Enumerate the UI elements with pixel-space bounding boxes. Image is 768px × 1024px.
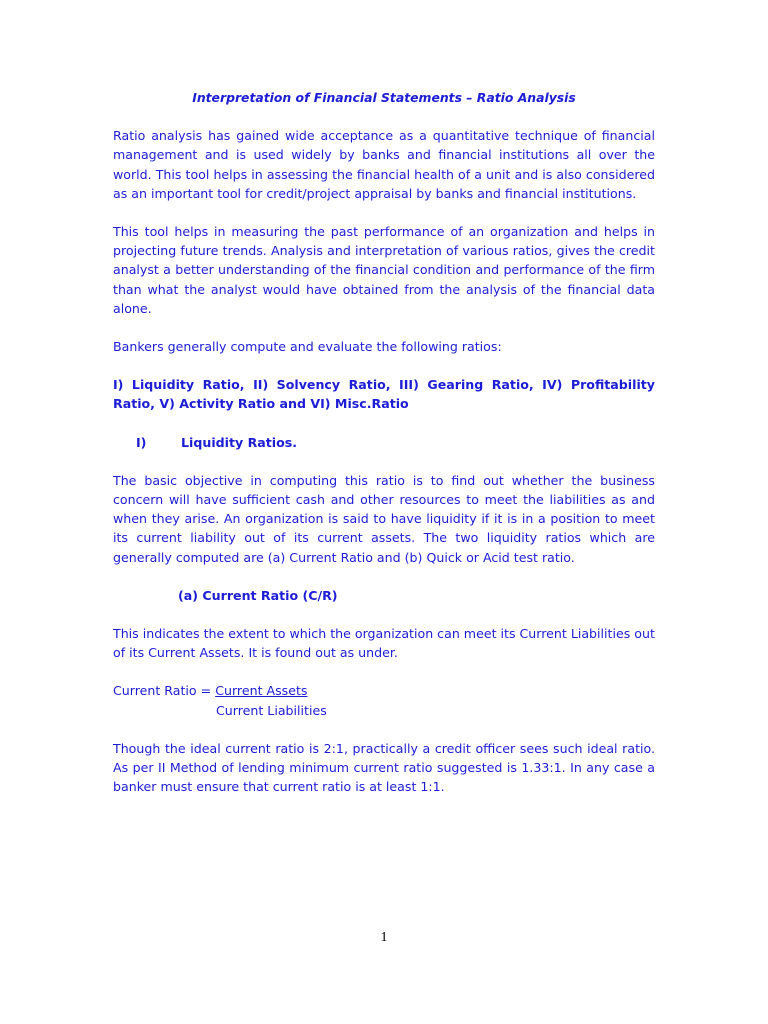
ratio-list: I) Liquidity Ratio, II) Solvency Ratio, III) Gearing Ratio, IV) Profitability Ratio, V) Activity Ratio and VI) Misc.Ratio	[113, 377, 655, 412]
intro-paragraph: Ratio analysis has gained wide acceptance as a quantitative technique of financial management and is used widely by banks and financial institutions all over the world. This tool helps in assessing the financial health of a unit and is also considered as an important tool for credit/project appraisal by banks and financial institutions.	[113, 128, 655, 201]
formula-numerator: Current Assets	[215, 683, 308, 699]
current-ratio-heading: (a) Current Ratio (C/R)	[178, 587, 338, 603]
bankers-paragraph: Bankers generally compute and evaluate the following ratios:	[113, 339, 502, 355]
liquidity-section-title: Liquidity Ratios.	[181, 434, 298, 450]
ideal-ratio-paragraph: Though the ideal current ratio is 2:1, practically a credit officer sees such ideal ratio. As per II Method of lending minimum current ratio suggested is 1.33:1. In any case a banker must ensure that current ratio is at least 1:1.	[113, 740, 655, 795]
page-title: Interpretation of Financial Statements – Ratio Analysis	[192, 90, 576, 105]
page-number: 1	[380, 930, 388, 945]
formula-first-row	[113, 681, 655, 700]
current-ratio-paragraph: This indicates the extent to which the organization can meet its Current Liabilities out of its Current Assets. It is found out as under.	[113, 626, 655, 661]
liquidity-section-heading	[113, 433, 655, 452]
formula-denominator: Current Liabilities	[216, 702, 327, 718]
measuring-paragraph: This tool helps in measuring the past performance of an organization and helps in projecting future trends. Analysis and interpretation of various ratios, gives the credit analyst a better understanding of the financial condition and performance of the firm than what the analyst would have obtained from the analysis of the financial data alone.	[113, 224, 655, 316]
liquidity-section-number: I)	[136, 434, 147, 450]
current-ratio-formula	[113, 681, 655, 719]
formula-label: Current Ratio =	[113, 683, 216, 699]
document-body	[113, 88, 655, 815]
liquidity-paragraph: The basic objective in computing this ratio is to find out whether the business concern will have sufficient cash and other resources to meet the liabilities as and when they arise. An organization is said to have liquidity if it is in a position to meet its current liability out of its current assets. The two liquidity ratios which are generally computed are (a) Current Ratio and (b) Quick or Acid test ratio.	[113, 472, 655, 565]
